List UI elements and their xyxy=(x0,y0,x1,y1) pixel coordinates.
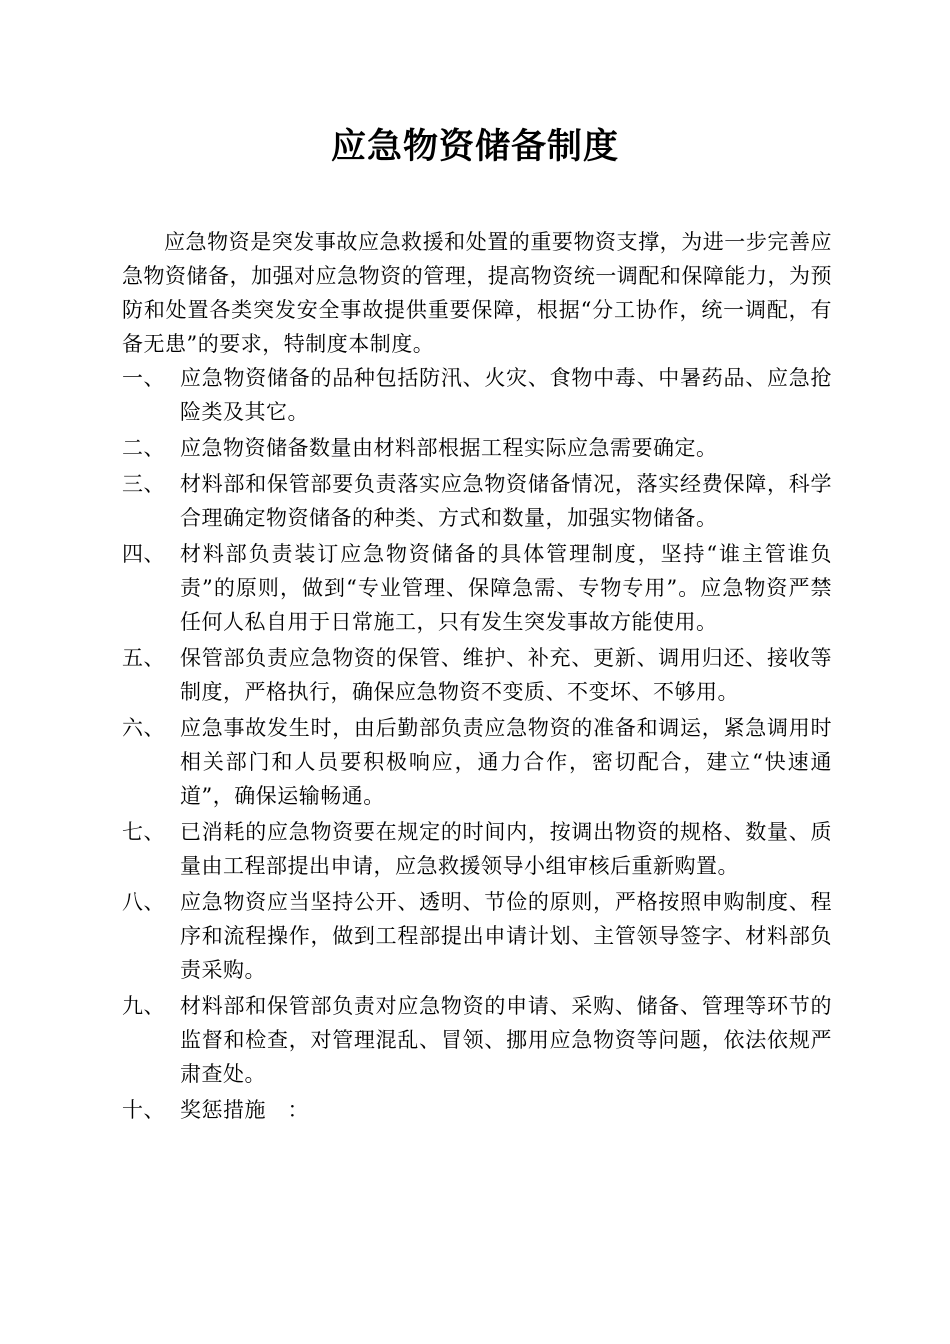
clause-number: 九、 xyxy=(122,994,165,1018)
clause-item xyxy=(122,641,832,709)
clause-text: 奖惩措施 ： xyxy=(180,1098,309,1122)
clause-item xyxy=(122,361,832,429)
clause-text: 应急物资储备数量由材料部根据工程实际应急需要确定。 xyxy=(180,436,718,460)
clause-number: 十、 xyxy=(122,1098,165,1122)
clause-text: 应急物资应当坚持公开、透明、节俭的原则，严格按照申购制度、程序和流程操作，做到工程部提出申请计划、主管领导签字、材料部负责采购。 xyxy=(180,890,832,982)
clause-number: 五、 xyxy=(122,646,165,670)
clause-text: 材料部和保管部负责对应急物资的申请、采购、储备、管理等环节的监督和检查，对管理混乱、冒领、挪用应急物资等问题，依法依规严肃查处。 xyxy=(180,994,832,1086)
clause-list xyxy=(122,361,832,1129)
clause-item xyxy=(122,815,832,883)
intro-paragraph: 应急物资是突发事故应急救援和处置的重要物资支撑，为进一步完善应急物资储备，加强对应急物资的管理，提高物资统一调配和保障能力，为预防和处置各类突发安全事故提供重要保障，根据“分工协作，统一调配，有备无患”的要求，特制度本制度。 xyxy=(122,230,832,356)
clause-text: 材料部负责装订应急物资储备的具体管理制度，坚持“谁主管谁负责”的原则，做到“专业管理、保障急需、专物专用”。应急物资严禁任何人私自用于日常施工，只有发生突发事故方能使用。 xyxy=(180,542,832,634)
document-title: 应急物资储备制度 xyxy=(330,127,619,167)
clause-item xyxy=(122,989,832,1091)
clause-item xyxy=(122,467,832,535)
clause-text: 材料部和保管部要负责落实应急物资储备情况，落实经费保障，科学合理确定物资储备的种类、方式和数量，加强实物储备。 xyxy=(180,472,832,530)
clause-number: 三、 xyxy=(122,472,165,496)
clause-number: 六、 xyxy=(122,716,165,740)
clause-number: 一、 xyxy=(122,366,165,390)
clause-text: 保管部负责应急物资的保管、维护、补充、更新、调用归还、接收等制度，严格执行，确保应急物资不变质、不变坏、不够用。 xyxy=(180,646,832,704)
clause-item xyxy=(122,885,832,987)
clause-number: 二、 xyxy=(122,436,165,460)
clause-number: 四、 xyxy=(122,542,165,566)
clause-item xyxy=(122,1093,832,1127)
clause-number: 八、 xyxy=(122,890,165,914)
clause-item xyxy=(122,537,832,639)
clause-text: 已消耗的应急物资要在规定的时间内，按调出物资的规格、数量、质量由工程部提出申请，应急救援领导小组审核后重新购置。 xyxy=(180,820,832,878)
clause-text: 应急物资储备的品种包括防汛、火灾、食物中毒、中暑药品、应急抢险类及其它。 xyxy=(180,366,832,424)
clause-number: 七、 xyxy=(122,820,165,844)
clause-text: 应急事故发生时，由后勤部负责应急物资的准备和调运，紧急调用时相关部门和人员要积极响应，通力合作，密切配合，建立“快速通道”，确保运输畅通。 xyxy=(180,716,832,808)
clause-item xyxy=(122,711,832,813)
clause-item xyxy=(122,431,832,465)
